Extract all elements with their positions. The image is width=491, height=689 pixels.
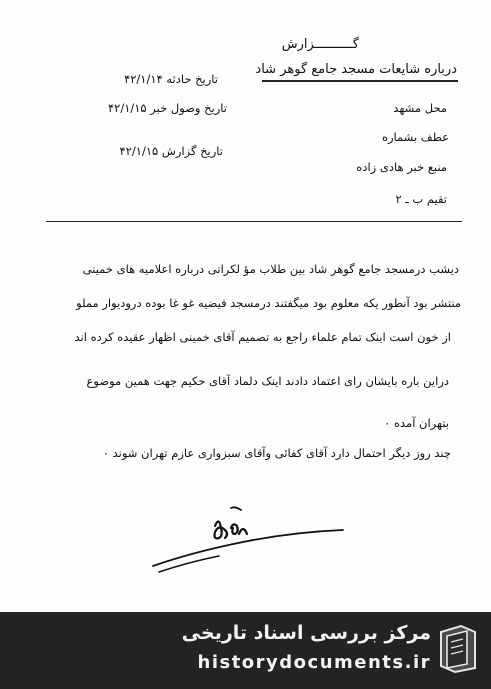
body-line-1: دیشب درمسجد جامع گوهر شاد بین طلاب مؤ لکراتی درباره اعلامیه های خمینی — [82, 262, 459, 276]
news-source: منبع خبر هادی زاده — [356, 160, 447, 174]
classification: تقیم ب ـ ۲ — [395, 192, 447, 206]
body-line-2: منتشر بود آنطور یکه معلوم بود میگفتند درمسجد فیضیه غو غا بوده درودیوار مملو — [76, 296, 461, 310]
body-line-4: دراین باره بایشان رای اعتماد دادند اینک دلماد آقای حکیم جهت همین موضوع — [86, 374, 449, 388]
handwritten-signature — [145, 500, 355, 580]
report-subject: درباره شایعات مسجد جامع گوهر شاد — [255, 62, 457, 77]
report-title: گــــــــــزارش — [281, 37, 359, 52]
received-date: تاریخ وصول خبر ۴۲/۱/۱۵ — [107, 101, 227, 115]
body-line-6: چند روز دیگر احتمال دارد آقای کفائی وآقای سبزواری عازم تهران شوند ۰ — [102, 446, 451, 460]
incident-date: تاریخ حادثه ۴۲/۱/۱۴ — [124, 72, 218, 86]
reference-number: عطف بشماره — [381, 130, 449, 144]
report-date: تاریخ گزارش ۴۲/۱/۱۵ — [119, 144, 223, 158]
header-separator — [46, 221, 462, 222]
watermark-url: historydocuments.ir — [197, 652, 431, 673]
body-line-5: بتهران آمده ۰ — [384, 416, 449, 430]
location: محل مشهد — [393, 101, 447, 115]
body-line-3: از خون است اینک تمام علماء راجع به تصمیم آقای خمینی اظهار عقیده کرده اند — [74, 330, 451, 344]
subject-underline — [262, 80, 458, 82]
watermark-name: مرکز بررسی اسناد تاریخی — [181, 622, 431, 644]
archive-book-icon — [437, 624, 479, 674]
watermark-banner — [0, 612, 491, 689]
